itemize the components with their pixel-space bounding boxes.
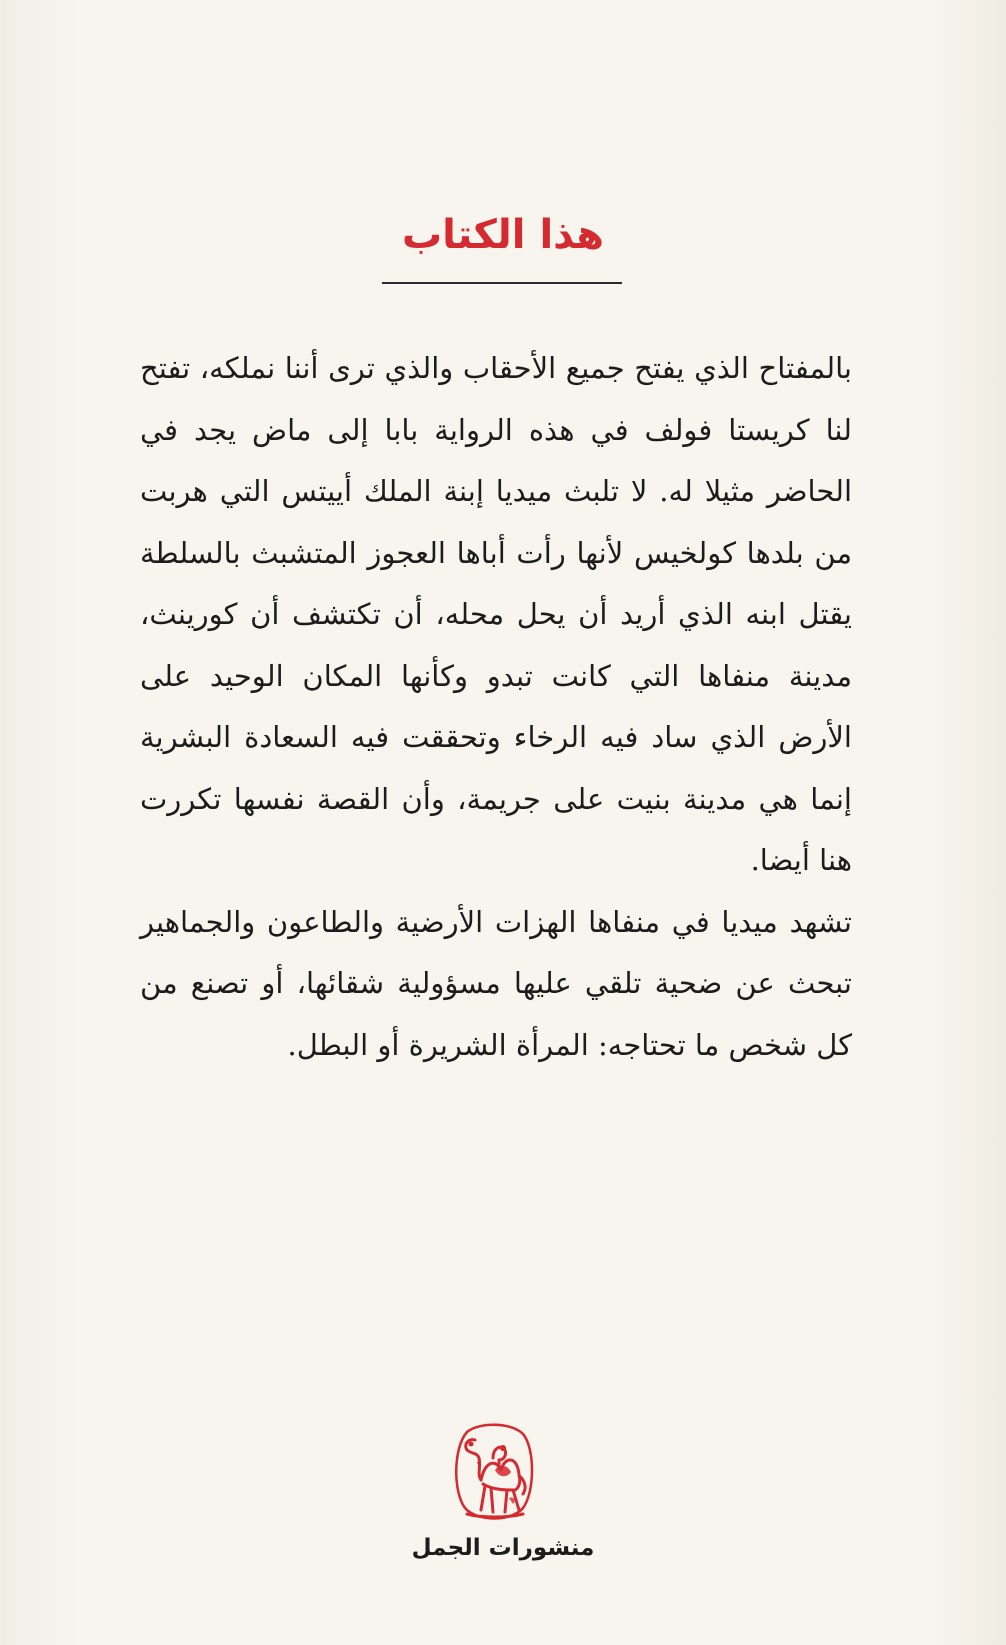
page-title: هذا الكتاب	[401, 212, 604, 258]
title-divider	[382, 282, 622, 284]
camel-logo-icon	[449, 1418, 539, 1526]
publisher-name: منشورات الجمل	[411, 1535, 595, 1561]
book-description	[140, 338, 852, 1076]
description-paragraph-2: تشهد ميديا في منفاها الهزات الأرضية والطاعون والجماهير تبحث عن ضحية تلقي عليها مسؤولية شقائها، أو تصنع من كل شخص ما تحتاجه: المرأة الشريرة أو البطل.	[140, 904, 852, 1062]
description-paragraph-1: بالمفتاح الذي يفتح جميع الأحقاب والذي ترى أننا نملكه، تفتح لنا كريستا فولف في هذه الرواية بابا إلى ماض يجد في الحاضر مثيلا له. لا تلبث ميديا إبنة الملك أييتس التي هربت من بلدها كولخيس لأنها رأت أباها العجوز المتشبث بالسلطة يقتل ابنه الذي أريد أن يحل محله، أن تكتشف أن كورينث، مدينة منفاها التي كانت تبدو وكأنها المكان الوحيد على الأرض الذي ساد فيه الرخاء وتحققت فيه السعادة البشرية إنما هي مدينة بنيت على جريمة، وأن القصة نفسها تكررت هنا أيضا.	[140, 351, 852, 877]
